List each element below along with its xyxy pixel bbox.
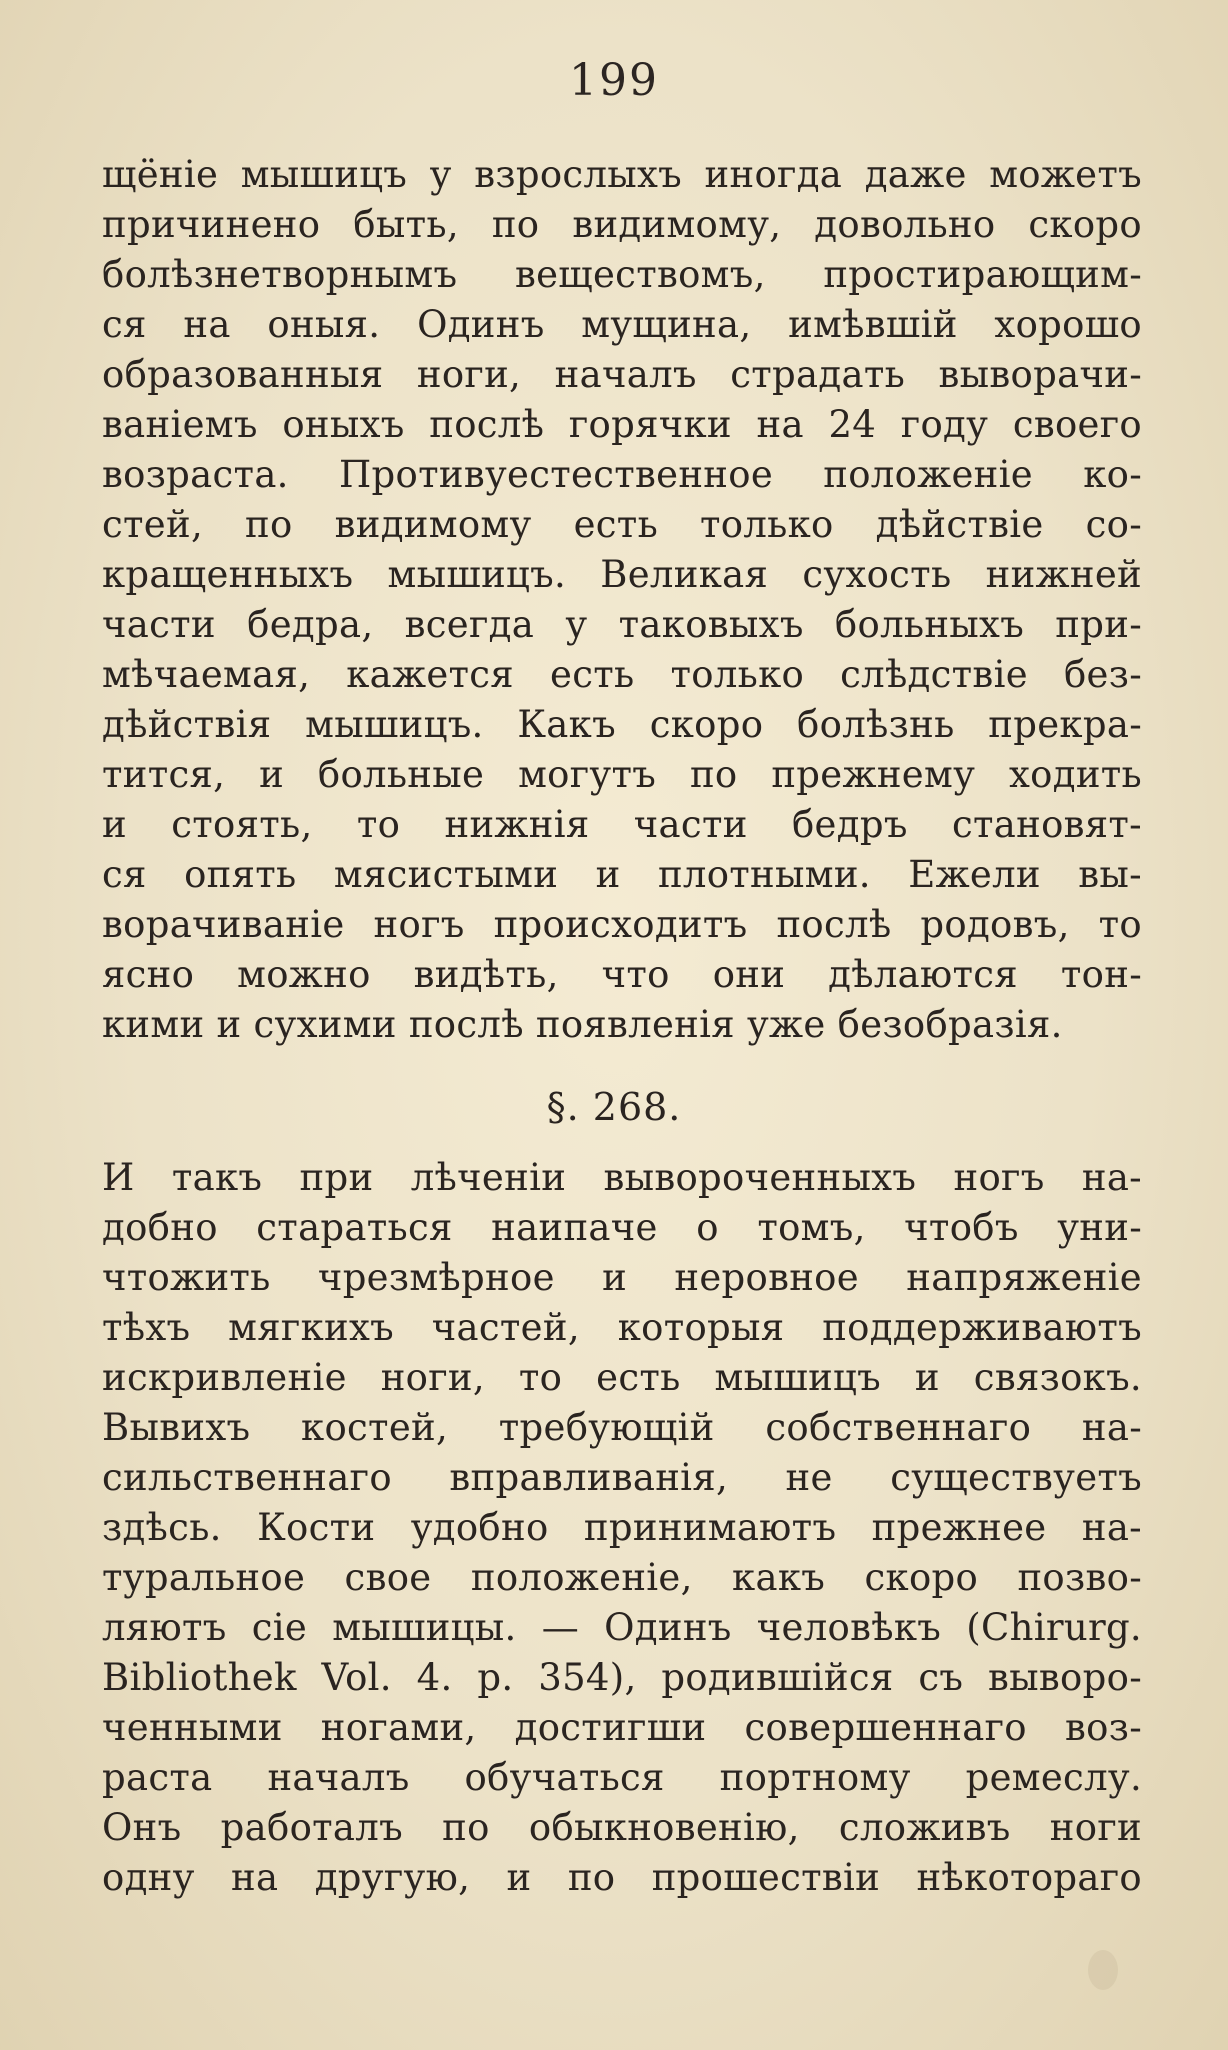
text-line: возраста. Противуестественное положеніе ко-	[102, 453, 1142, 496]
text-line: Вывихъ костей, требующій собственнаго на-	[102, 1406, 1142, 1449]
text-line: части бедра, всегда у таковыхъ больныхъ при-	[102, 603, 1142, 646]
text-line: искривленіе ноги, то есть мышицъ и связокъ.	[102, 1356, 1142, 1399]
text-line: причинено быть, по видимому, довольно скоро	[102, 203, 1142, 246]
text-line: добно стараться наипаче о томъ, чтобъ уни-	[102, 1206, 1142, 1249]
text-line: тится, и больные могутъ по прежнему ходить	[102, 753, 1142, 796]
page-number: 199	[569, 55, 659, 106]
paragraph-2	[102, 1153, 1142, 1903]
text-line: раста началъ обучаться портному ремеслу.	[102, 1756, 1142, 1799]
paper-smudge	[1088, 1950, 1118, 1990]
text-line: кращенныхъ мышицъ. Великая сухость нижней	[102, 553, 1142, 596]
text-line: туральное свое положеніе, какъ скоро позво-	[102, 1556, 1142, 1599]
text-line: кими и сухими послѣ появленія уже безобразія.	[102, 1003, 1063, 1046]
section-heading: §. 268.	[546, 1085, 682, 1129]
text-line: ся на оныя. Одинъ мущина, имѣвшій хорошо	[102, 303, 1142, 346]
text-line: Bibliothek Vol. 4. p. 354), родившійся съ выворо-	[102, 1656, 1142, 1699]
text-line: ченными ногами, достигши совершеннаго воз-	[102, 1706, 1142, 1749]
text-line: ваніемъ оныхъ послѣ горячки на 24 году своего	[102, 403, 1142, 446]
text-line: щёніе мышицъ у взрослыхъ иногда даже можетъ	[102, 153, 1142, 196]
text-line: образованныя ноги, началъ страдать выворачи-	[102, 353, 1142, 396]
paragraph-1	[102, 150, 1142, 1050]
text-line: ворачиваніе ногъ происходитъ послѣ родовъ, то	[102, 903, 1142, 946]
text-line: ясно можно видѣть, что они дѣлаются тон-	[102, 953, 1142, 996]
text-line: мѣчаемая, кажется есть только слѣдствіе без-	[102, 653, 1142, 696]
text-line: здѣсь. Кости удобно принимаютъ прежнее на-	[102, 1506, 1142, 1549]
text-line: ся опять мясистыми и плотными. Ежели вы-	[102, 853, 1142, 896]
text-line: дѣйствія мышицъ. Какъ скоро болѣзнь прекра-	[102, 703, 1142, 746]
text-line: чтожить чрезмѣрное и неровное напряженіе	[102, 1256, 1142, 1299]
text-line: болѣзнетворнымъ веществомъ, простирающим-	[102, 253, 1142, 296]
text-line: и стоять, то нижнія части бедръ становят-	[102, 803, 1142, 846]
text-line: стей, по видимому есть только дѣйствіе со-	[102, 503, 1142, 546]
text-line: Онъ работалъ по обыкновенію, сложивъ ноги	[102, 1806, 1142, 1849]
text-line: И такъ при лѣченіи вывороченныхъ ногъ на-	[102, 1156, 1142, 1199]
text-line: ляютъ сіе мышицы. — Одинъ человѣкъ (Chirurg.	[102, 1606, 1142, 1649]
text-line: одну на другую, и по прошествіи нѣкотораго	[102, 1856, 1142, 1899]
text-line: тѣхъ мягкихъ частей, которыя поддерживаютъ	[102, 1306, 1142, 1349]
text-line: сильственнаго вправливанія, не существуетъ	[102, 1456, 1142, 1499]
